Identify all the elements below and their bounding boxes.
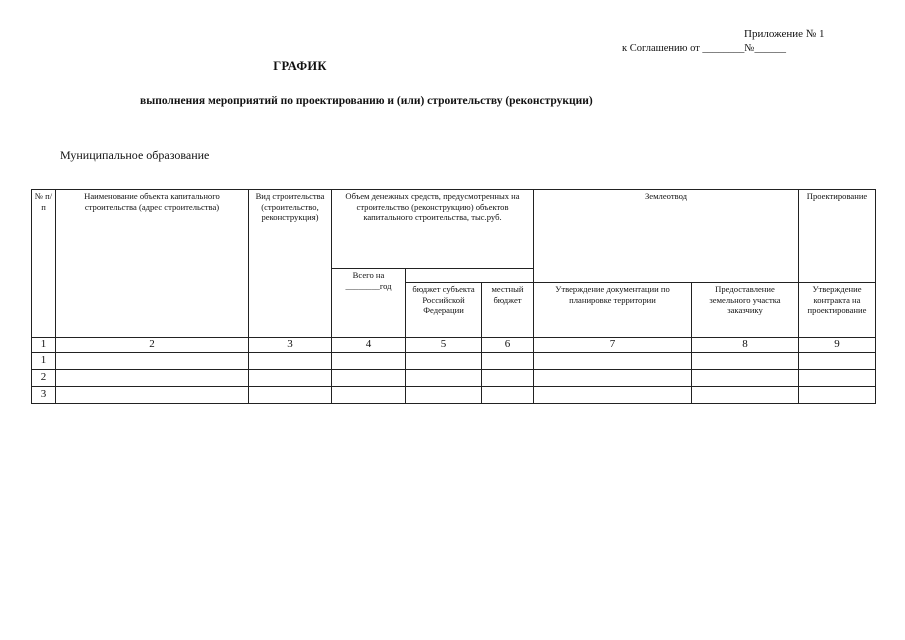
column-number: 9 <box>799 338 876 353</box>
header-total <box>332 269 406 338</box>
column-number: 1 <box>32 338 56 353</box>
table-cell <box>249 352 332 369</box>
column-number: 7 <box>534 338 692 353</box>
appendix-label: Приложение № 1 <box>744 28 825 40</box>
table-cell <box>692 352 799 369</box>
table-cell <box>799 386 876 403</box>
table-cell <box>406 369 482 386</box>
header-no: № п/п <box>32 190 56 338</box>
header-funds: Объем денежных средств, предусмотренных на строительство (реконструкцию) объектов капитального строительства, тыс.руб. <box>332 190 534 269</box>
page-title: ГРАФИК <box>273 59 327 73</box>
municipal-label: Муниципальное образование <box>60 148 210 162</box>
page-subtitle: выполнения мероприятий по проектированию и (или) строительству (реконструкции) <box>140 95 593 107</box>
header-construction-type: Вид строительства (строительство, реконструкция) <box>249 190 332 338</box>
header-design: Проектирование <box>799 190 876 283</box>
table-cell <box>332 352 406 369</box>
table-cell <box>799 352 876 369</box>
row-index: 2 <box>32 369 56 386</box>
row-index: 3 <box>32 386 56 403</box>
header-budget-split <box>406 269 534 283</box>
column-number: 3 <box>249 338 332 353</box>
table-cell <box>799 369 876 386</box>
header-design-contract: Утверждение контракта на проектирование <box>799 283 876 338</box>
table-cell <box>534 352 692 369</box>
table-cell <box>406 386 482 403</box>
table-cell <box>482 369 534 386</box>
table-cell <box>56 352 249 369</box>
table-row <box>32 352 876 369</box>
column-number: 2 <box>56 338 249 353</box>
table-cell <box>332 386 406 403</box>
schedule-table <box>31 189 876 404</box>
table-cell <box>482 386 534 403</box>
table-cell <box>56 386 249 403</box>
row-index: 1 <box>32 352 56 369</box>
table-row <box>32 369 876 386</box>
header-land-plot: Предоставление земельного участка заказчику <box>692 283 799 338</box>
header-total-line1: Всего на <box>352 270 385 280</box>
table-cell <box>482 352 534 369</box>
table-cell <box>249 369 332 386</box>
table-cell <box>692 369 799 386</box>
agreement-label: к Соглашению от ________№______ <box>622 43 786 54</box>
header-object-name: Наименование объекта капитального строительства (адрес строительства) <box>56 190 249 338</box>
column-number: 8 <box>692 338 799 353</box>
table-row <box>32 386 876 403</box>
table-cell <box>56 369 249 386</box>
header-territory-docs: Утверждение документации по планировке территории <box>534 283 692 338</box>
column-number: 6 <box>482 338 534 353</box>
column-number: 5 <box>406 338 482 353</box>
header-subject-budget: бюджет субъекта Российской Федерации <box>406 283 482 338</box>
table-cell <box>249 386 332 403</box>
column-number: 4 <box>332 338 406 353</box>
table-cell <box>406 352 482 369</box>
table-cell <box>692 386 799 403</box>
header-land-allotment: Землеотвод <box>534 190 799 283</box>
header-local-budget: местный бюджет <box>482 283 534 338</box>
table-cell <box>534 369 692 386</box>
table-cell <box>332 369 406 386</box>
table-cell <box>534 386 692 403</box>
header-total-line2: ________год <box>345 280 392 291</box>
